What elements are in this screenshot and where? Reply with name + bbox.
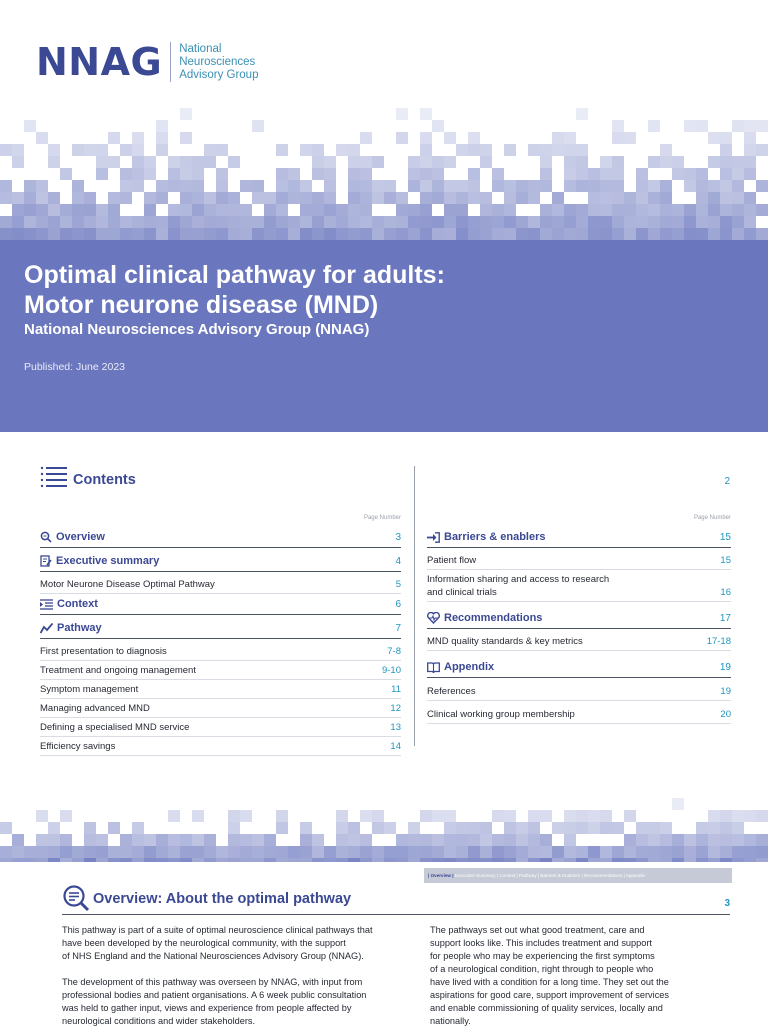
toc-item[interactable]	[40, 661, 401, 680]
logo-text-line: National	[179, 42, 222, 55]
page-number: 2	[724, 476, 730, 487]
logo-mark: NNAG	[36, 40, 163, 84]
toc-item[interactable]	[427, 705, 731, 724]
toc-item-label: Efficiency savings	[40, 741, 116, 752]
toc-item[interactable]	[427, 570, 731, 602]
toc-section-overview[interactable]	[40, 527, 401, 548]
toc-section-label: Appendix	[444, 661, 495, 673]
toc-section-page: 6	[395, 598, 401, 610]
toc-item[interactable]	[40, 718, 401, 737]
toc-item-label: References	[427, 686, 476, 697]
page-number-heading: Page Number	[363, 515, 401, 521]
section-nav-bar[interactable]	[424, 868, 732, 883]
toc-item-label: Treatment and ongoing management	[40, 665, 196, 676]
toc-item-page: 5	[395, 579, 401, 590]
toc-item-page: 16	[720, 587, 731, 598]
search-document-icon	[62, 884, 90, 912]
search-document-icon	[40, 531, 52, 543]
logo-text	[179, 43, 258, 82]
toc-item-label: Clinical working group membership	[427, 709, 575, 720]
toc-item-page: 17-18	[706, 636, 731, 647]
hero-pixel-pattern	[0, 108, 768, 248]
contents-right-column	[427, 515, 731, 724]
heading-rule	[62, 914, 730, 915]
nav-other-sections[interactable]: Executive Summary | Context | Pathway | Barriers & Enablers | Recommendations | Appendix	[454, 873, 645, 878]
sign-in-icon	[427, 532, 440, 543]
toc-item-page: 15	[720, 555, 731, 566]
toc-section-label: Pathway	[57, 622, 102, 634]
toc-section-context[interactable]	[40, 594, 401, 615]
toc-item-page: 20	[720, 709, 731, 720]
toc-item-label: Defining a specialised MND service	[40, 722, 190, 733]
toc-item-label: First presentation to diagnosis	[40, 646, 167, 657]
page-number: 3	[724, 898, 730, 909]
toc-item[interactable]	[40, 680, 401, 699]
column-divider	[414, 466, 415, 746]
overview-heading: Overview: About the optimal pathway	[93, 891, 352, 907]
toc-section-pathway[interactable]	[40, 618, 401, 639]
page-pixel-pattern	[0, 798, 768, 862]
overview-paragraph: The pathways set out what good treatment, care and support looks like. This includes treatment and support for people who may be experiencing the first symptoms of a neurological condition, right through to people who have lived with a condition for a long time. They set out the aspirations for good care, support improvement of services and enable commissioning of quality services, locally and nationally.	[430, 925, 669, 1026]
toc-item[interactable]	[40, 575, 401, 594]
toc-section-appendix[interactable]	[427, 657, 731, 678]
page-number-heading: Page Number	[693, 515, 731, 521]
toc-item-label: Information sharing and access to research and clinical trials	[427, 574, 610, 598]
toc-section-label: Context	[57, 598, 98, 610]
toc-item-page: 11	[391, 684, 401, 695]
indent-list-icon	[40, 599, 53, 610]
toc-item-label: Motor Neurone Disease Optimal Pathway	[40, 579, 215, 590]
toc-item-label: Patient flow	[427, 555, 477, 566]
toc-section-barriers-enablers[interactable]	[427, 527, 731, 548]
toc-item[interactable]	[427, 682, 731, 701]
toc-item[interactable]	[427, 632, 731, 651]
overview-paragraph: The development of this pathway was overseen by NNAG, with input from professional bodies and patient organisations. A 6 week public consultation was held to gather input, views and experience from people affected by neurological conditions and wider stakeholders.	[62, 977, 367, 1026]
toc-section-label: Executive summary	[56, 555, 160, 567]
toc-section-label: Overview	[56, 531, 105, 543]
logo-text-line: Neurosciences	[179, 55, 256, 68]
toc-item-page: 13	[390, 722, 401, 733]
line-chart-icon	[40, 623, 53, 634]
contents-left-column	[40, 515, 401, 756]
toc-section-page: 15	[719, 531, 731, 543]
toc-section-page: 19	[719, 661, 731, 673]
logo-divider	[170, 42, 171, 82]
contents-list-icon	[40, 466, 68, 488]
toc-section-page: 4	[395, 555, 401, 567]
document-subtitle: National Neurosciences Advisory Group (NNAG)	[24, 321, 370, 338]
toc-section-executive-summary[interactable]	[40, 551, 401, 572]
toc-item-page: 12	[390, 703, 401, 714]
toc-item[interactable]	[40, 737, 401, 756]
edit-document-icon	[40, 555, 52, 567]
toc-section-page: 17	[719, 612, 731, 624]
nnag-logo	[36, 40, 258, 84]
published-date: Published: June 2023	[24, 361, 125, 373]
toc-item-label: MND quality standards & key metrics	[427, 636, 583, 647]
document-title: Optimal clinical pathway for adults: Motor neurone disease (MND)	[24, 261, 445, 319]
toc-item-page: 19	[720, 686, 731, 697]
toc-item-label: Symptom management	[40, 684, 139, 695]
open-book-icon	[427, 662, 440, 673]
logo-text-line: Advisory Group	[179, 68, 259, 81]
toc-section-label: Barriers & enablers	[444, 531, 546, 543]
nav-current-section[interactable]: | Overview |	[428, 873, 454, 878]
overview-paragraph: This pathway is part of a suite of optimal neuroscience clinical pathways that have been developed by the neurological community, with the support of NHS England and the National Neurosciences Advisory Group (NNAG).	[62, 925, 373, 961]
contents-heading: Contents	[73, 472, 136, 488]
toc-section-recommendations[interactable]	[427, 608, 731, 629]
toc-section-page: 7	[395, 622, 401, 634]
toc-item-label: Managing advanced MND	[40, 703, 150, 714]
toc-item[interactable]	[40, 642, 401, 661]
toc-item-page: 9-10	[381, 665, 401, 676]
toc-item-page: 14	[390, 741, 401, 752]
toc-item-page: 7-8	[387, 646, 401, 657]
toc-section-label: Recommendations	[444, 612, 543, 624]
toc-item[interactable]	[40, 699, 401, 718]
toc-section-page: 3	[395, 531, 401, 543]
toc-item[interactable]	[427, 551, 731, 570]
heart-pulse-icon	[427, 612, 440, 624]
